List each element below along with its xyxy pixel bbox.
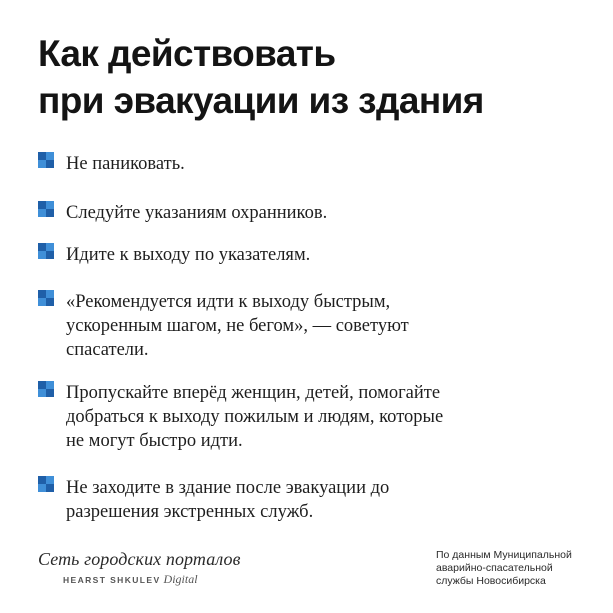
brand-partner-name: HEARST SHKULEV — [63, 575, 161, 585]
source-line-1: По данным Муниципальной — [436, 549, 572, 561]
list-item-text: «Рекомендуется идти к выходу быстрым, ускоренным шагом, не бегом», — советуют спасатели. — [66, 292, 409, 360]
list-item-text: Идите к выходу по указателям. — [66, 245, 311, 265]
title-line-1: Как действовать — [38, 33, 336, 74]
source-note — [436, 549, 606, 588]
list-item-text: Не заходите в здание после эвакуации до разрешения экстренных служб. — [66, 478, 390, 522]
brand-digital: Digital — [163, 572, 198, 586]
list-item-text: Пропускайте вперёд женщин, детей, помогайте добраться к выходу пожилым и людям, которые не могут быстро идти. — [66, 383, 444, 451]
square-bullet-icon — [38, 290, 54, 306]
square-bullet-icon — [38, 476, 54, 492]
brand-logo — [38, 548, 288, 588]
brand-partner — [63, 572, 288, 588]
source-line-2: аварийно-спасательной — [436, 562, 553, 574]
list-item-text: Следуйте указаниям охранников. — [66, 203, 328, 223]
page-title — [38, 30, 598, 124]
list-item-text: Не паниковать. — [66, 154, 185, 174]
square-bullet-icon — [38, 152, 54, 168]
source-line-3: службы Новосибирска — [436, 575, 546, 587]
square-bullet-icon — [38, 201, 54, 217]
title-line-2: при эвакуации из здания — [38, 80, 484, 121]
brand-name: Сеть городских порталов — [38, 549, 241, 569]
square-bullet-icon — [38, 381, 54, 397]
square-bullet-icon — [38, 243, 54, 259]
